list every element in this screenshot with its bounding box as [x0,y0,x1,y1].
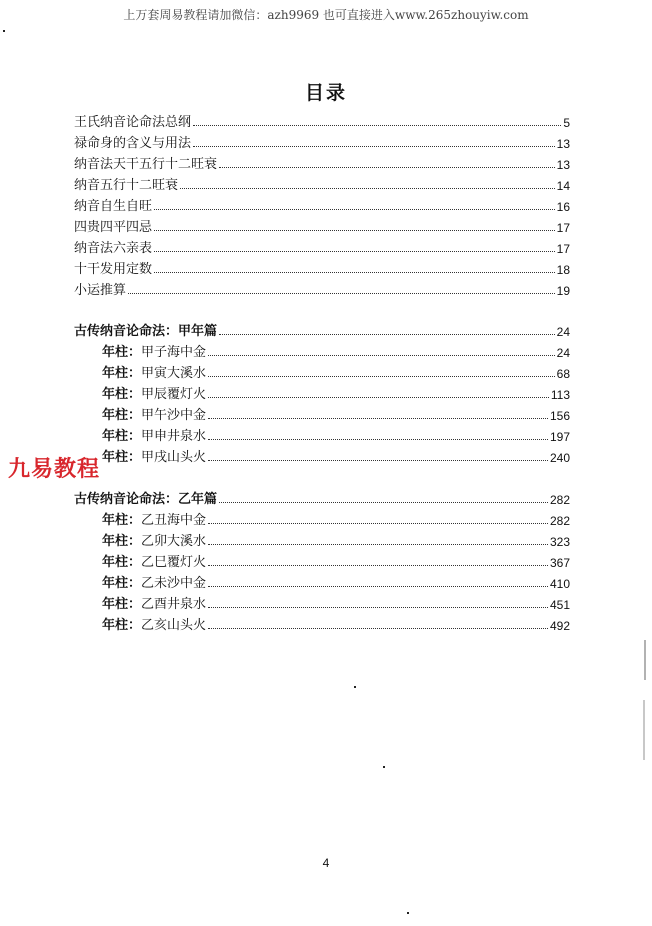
toc-subentry[interactable] [102,445,570,465]
toc-subentry-page: 451 [549,598,570,612]
subentry-name: 乙卯大溪水 [141,534,207,549]
subentry-prefix: 年柱： [102,387,142,402]
toc-entry-page: 17 [556,221,570,235]
toc-subentry[interactable] [102,403,570,423]
scan-edge-mark [643,700,645,760]
dot-leader [219,333,555,335]
subentry-prefix: 年柱： [102,450,142,465]
toc-section-page: 282 [549,493,570,507]
dot-leader [208,522,548,524]
dot-leader [154,250,555,252]
toc-entry-label: 纳音五行十二旺衰 [74,178,179,193]
toc-section-heading[interactable] [74,487,570,507]
subentry-prefix: 年柱： [102,555,142,570]
dot-leader [208,543,548,545]
toc-entry-label: 纳音自生自旺 [74,199,153,214]
dot-leader [193,124,561,126]
toc-entry-label: 小运推算 [74,283,127,298]
subentry-name: 甲寅大溪水 [141,366,207,381]
toc-entry-page: 16 [556,200,570,214]
scan-speck [407,912,409,914]
subentry-name: 甲辰覆灯火 [141,387,207,402]
toc-section-label: 古传纳音论命法：甲年篇 [74,324,218,339]
toc-subentry[interactable] [102,508,570,528]
toc-subentry[interactable] [102,613,570,633]
toc-entry[interactable] [74,152,570,172]
toc-subentry[interactable] [102,340,570,360]
toc-entry[interactable] [74,173,570,193]
subentry-name: 乙酉井泉水 [141,597,207,612]
dot-leader [180,187,555,189]
dot-leader [219,166,555,168]
dot-leader [208,564,548,566]
page-number: 4 [322,856,330,870]
toc-subentry[interactable] [102,592,570,612]
toc-section-page: 24 [556,325,570,339]
subentry-name: 乙丑海中金 [141,513,207,528]
toc-entry-label: 禄命身的含义与用法 [74,136,192,151]
toc-subentry-page: 492 [549,619,570,633]
toc-entry-page: 13 [556,137,570,151]
toc-entry-page: 14 [556,179,570,193]
toc-subentry-page: 113 [550,388,570,402]
toc-subentry-page: 156 [549,409,570,423]
toc-entry-label: 四贵四平四忌 [74,220,153,235]
toc-entry-label: 十干发用定数 [74,262,153,277]
subentry-name: 甲戌山头火 [141,450,207,465]
toc-subentry[interactable] [102,550,570,570]
scan-speck [3,30,5,32]
toc-entry-page: 5 [563,116,570,130]
subentry-name: 乙亥山头火 [141,618,207,633]
scan-speck [354,686,356,688]
dot-leader [208,375,555,377]
dot-leader [208,438,548,440]
toc-entry[interactable] [74,194,570,214]
page-header: 上万套周易教程请加微信：azh9969 也可直接进入www.265zhouyiw.com [123,8,529,22]
toc-entry[interactable] [74,236,570,256]
toc-subentry-page: 367 [549,556,570,570]
toc-subentry[interactable] [102,529,570,549]
toc-subentry-page: 68 [556,367,570,381]
subentry-name: 甲子海中金 [141,345,207,360]
dot-leader [208,585,548,587]
toc-entry[interactable] [74,110,570,130]
watermark-logo: 九易教程 [8,457,101,482]
toc-entry-label: 纳音法天干五行十二旺衰 [74,157,218,172]
toc-subentry[interactable] [102,571,570,591]
toc-subentry-page: 323 [549,535,570,549]
toc-entry[interactable] [74,131,570,151]
toc-entry-page: 18 [556,263,570,277]
dot-leader [193,145,555,147]
scan-speck [383,766,385,768]
toc-section-label: 古传纳音论命法：乙年篇 [74,492,218,507]
toc-subentry[interactable] [102,361,570,381]
toc-subentry-page: 197 [549,430,570,444]
dot-leader [208,354,555,356]
toc-entry-page: 19 [556,284,570,298]
subentry-prefix: 年柱： [102,576,142,591]
toc-subentry-page: 240 [549,451,570,465]
toc-section-heading[interactable] [74,319,570,339]
subentry-name: 甲午沙中金 [141,408,207,423]
toc-subentry-page: 410 [549,577,570,591]
subentry-prefix: 年柱： [102,597,142,612]
subentry-prefix: 年柱： [102,534,142,549]
dot-leader [154,208,555,210]
subentry-prefix: 年柱： [102,366,142,381]
page-title: 目录 [304,82,347,104]
dot-leader [219,501,548,503]
toc-entry-page: 13 [556,158,570,172]
subentry-name: 乙未沙中金 [141,576,207,591]
dot-leader [208,627,548,629]
dot-leader [208,417,548,419]
dot-leader [208,606,548,608]
dot-leader [128,292,555,294]
toc-entry[interactable] [74,278,570,298]
toc-subentry[interactable] [102,424,570,444]
subentry-prefix: 年柱： [102,513,142,528]
dot-leader [154,229,555,231]
toc-entry-page: 17 [556,242,570,256]
subentry-name: 乙巳覆灯火 [141,555,207,570]
toc-subentry-page: 24 [556,346,570,360]
toc-subentry-page: 282 [549,514,570,528]
dot-leader [154,271,555,273]
subentry-prefix: 年柱： [102,345,142,360]
toc-entry[interactable] [74,215,570,235]
toc-subentry[interactable] [102,382,570,402]
subentry-prefix: 年柱： [102,429,142,444]
toc-entry-label: 王氏纳音论命法总纲 [74,115,192,130]
dot-leader [208,459,548,461]
subentry-prefix: 年柱： [102,618,142,633]
scan-edge-mark [644,640,646,680]
subentry-prefix: 年柱： [102,408,142,423]
toc-entry[interactable] [74,257,570,277]
subentry-name: 甲申井泉水 [141,429,207,444]
dot-leader [208,396,549,398]
toc-entry-label: 纳音法六亲表 [74,241,153,256]
